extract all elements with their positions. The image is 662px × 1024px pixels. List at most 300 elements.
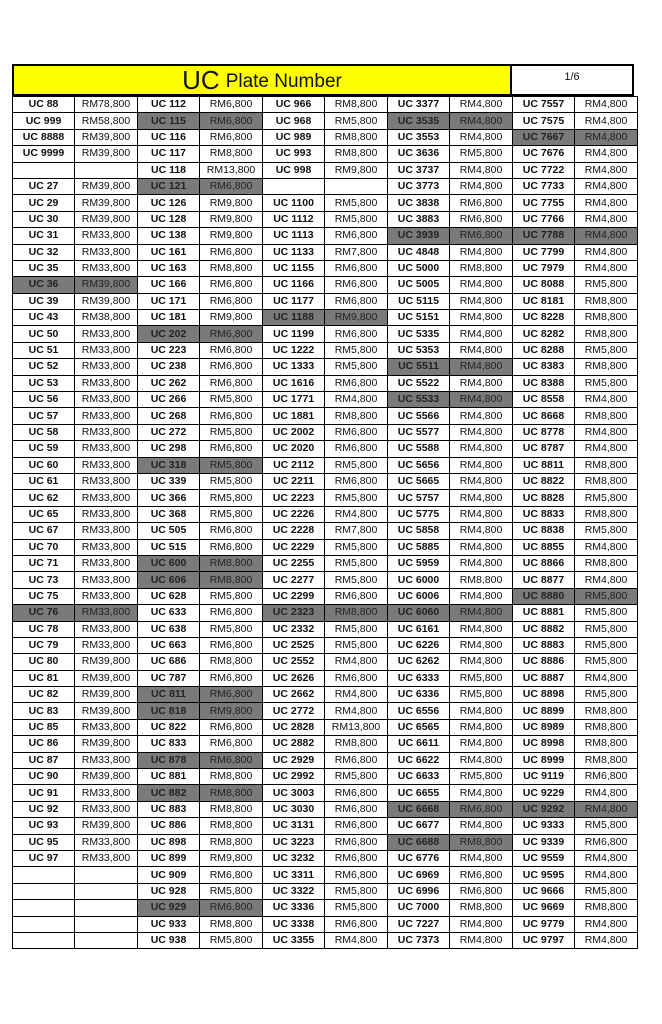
price-cell: RM33,800	[75, 539, 138, 555]
plate-number-cell: UC 6333	[388, 670, 450, 686]
table-row	[13, 375, 638, 391]
price-cell: RM8,800	[575, 408, 638, 424]
table-row	[13, 752, 638, 768]
plate-number-cell: UC 3737	[388, 162, 450, 178]
price-cell: RM4,800	[450, 719, 513, 735]
price-cell: RM13,800	[325, 719, 388, 735]
price-cell: RM5,800	[575, 818, 638, 834]
table-row	[13, 342, 638, 358]
price-cell: RM6,800	[325, 441, 388, 457]
plate-number-cell: UC 8888	[13, 129, 75, 145]
price-cell: RM4,800	[575, 244, 638, 260]
price-cell: RM5,800	[200, 490, 263, 506]
price-cell: RM33,800	[75, 342, 138, 358]
price-cell: RM9,800	[200, 310, 263, 326]
price-cell: RM33,800	[75, 375, 138, 391]
plate-number-cell: UC 5566	[388, 408, 450, 424]
plate-number-cell: UC 1177	[263, 293, 325, 309]
plate-number-cell: UC 2772	[263, 703, 325, 719]
price-cell: RM6,800	[325, 473, 388, 489]
plate-number-cell: UC 2992	[263, 769, 325, 785]
price-cell: RM39,800	[75, 129, 138, 145]
table-row	[13, 326, 638, 342]
plate-number-cell: UC 1112	[263, 211, 325, 227]
plate-number-cell: UC 886	[138, 818, 200, 834]
plate-number-cell: UC 27	[13, 178, 75, 194]
plate-number-cell: UC 2332	[263, 621, 325, 637]
table-row	[13, 637, 638, 653]
price-cell: RM5,800	[575, 342, 638, 358]
price-cell: RM38,800	[75, 310, 138, 326]
plate-number-cell: UC 2277	[263, 572, 325, 588]
plate-number-cell: UC 6776	[388, 850, 450, 866]
price-cell: RM5,800	[200, 392, 263, 408]
price-cell: RM8,800	[575, 326, 638, 342]
price-cell: RM5,800	[575, 588, 638, 604]
price-cell: RM8,800	[575, 359, 638, 375]
price-cell: RM6,800	[325, 326, 388, 342]
plate-number-cell: UC 121	[138, 178, 200, 194]
price-cell: RM33,800	[75, 834, 138, 850]
price-cell: RM9,800	[200, 195, 263, 211]
price-cell: RM6,800	[200, 113, 263, 129]
price-cell: RM6,800	[325, 424, 388, 440]
plate-number-cell: UC 2828	[263, 719, 325, 735]
plate-number-cell: UC 998	[263, 162, 325, 178]
table-row	[13, 769, 638, 785]
price-cell: RM6,800	[575, 769, 638, 785]
price-cell: RM6,800	[200, 375, 263, 391]
plate-number-cell: UC 2002	[263, 424, 325, 440]
plate-number-cell: UC 933	[138, 916, 200, 932]
plate-number-cell: UC 8828	[513, 490, 575, 506]
table-row	[13, 719, 638, 735]
price-cell: RM4,800	[325, 506, 388, 522]
price-cell: RM4,800	[575, 195, 638, 211]
plate-number-cell: UC 1881	[263, 408, 325, 424]
plate-number-cell: UC 9669	[513, 900, 575, 916]
price-cell: RM8,800	[200, 834, 263, 850]
price-cell: RM33,800	[75, 572, 138, 588]
plate-number-cell	[13, 900, 75, 916]
plate-number-cell: UC 2211	[263, 473, 325, 489]
plate-number-cell: UC 8811	[513, 457, 575, 473]
price-cell: RM4,800	[575, 424, 638, 440]
price-cell: RM5,800	[200, 424, 263, 440]
price-cell: RM4,800	[575, 392, 638, 408]
table-row	[13, 850, 638, 866]
price-cell: RM6,800	[325, 670, 388, 686]
plate-number-cell: UC 2228	[263, 523, 325, 539]
price-cell: RM6,800	[200, 670, 263, 686]
plate-number-cell: UC 2525	[263, 637, 325, 653]
plate-number-cell: UC 7575	[513, 113, 575, 129]
price-cell: RM4,800	[575, 129, 638, 145]
plate-number-cell: UC 6622	[388, 752, 450, 768]
plate-number-cell: UC 2299	[263, 588, 325, 604]
plate-number-cell: UC 6688	[388, 834, 450, 850]
price-cell: RM8,800	[575, 736, 638, 752]
price-cell	[325, 178, 388, 194]
plate-number-cell: UC 6262	[388, 654, 450, 670]
price-cell: RM8,800	[200, 654, 263, 670]
price-cell: RM39,800	[75, 146, 138, 162]
price-cell: RM4,800	[450, 342, 513, 358]
price-cell: RM33,800	[75, 359, 138, 375]
price-cell: RM4,800	[450, 97, 513, 113]
price-cell: RM8,800	[200, 818, 263, 834]
plate-number-cell: UC 882	[138, 785, 200, 801]
price-cell: RM6,800	[325, 818, 388, 834]
price-cell: RM5,800	[450, 769, 513, 785]
plate-number-cell: UC 91	[13, 785, 75, 801]
plate-number-cell: UC 7766	[513, 211, 575, 227]
plate-number-cell: UC 76	[13, 605, 75, 621]
price-cell: RM6,800	[325, 260, 388, 276]
price-cell: RM5,800	[325, 769, 388, 785]
plate-number-cell: UC 97	[13, 850, 75, 866]
price-cell: RM6,800	[200, 539, 263, 555]
plate-number-cell: UC 88	[13, 97, 75, 113]
plate-number-cell: UC 6556	[388, 703, 450, 719]
plate-number-cell: UC 6677	[388, 818, 450, 834]
price-cell: RM9,800	[200, 211, 263, 227]
plate-number-cell: UC 3322	[263, 883, 325, 899]
plate-number-cell: UC 5588	[388, 441, 450, 457]
plate-number-cell: UC 298	[138, 441, 200, 457]
plate-number-cell: UC 266	[138, 392, 200, 408]
price-cell: RM4,800	[575, 228, 638, 244]
plate-number-cell: UC 118	[138, 162, 200, 178]
plate-number-cell: UC 787	[138, 670, 200, 686]
plate-number-cell: UC 5959	[388, 555, 450, 571]
price-cell: RM6,800	[450, 195, 513, 211]
price-cell: RM6,800	[200, 244, 263, 260]
plate-number-cell: UC 7799	[513, 244, 575, 260]
price-cell: RM6,800	[200, 277, 263, 293]
plate-number-cell: UC 5151	[388, 310, 450, 326]
price-cell: RM5,800	[325, 621, 388, 637]
table-row	[13, 97, 638, 113]
price-cell: RM4,800	[450, 588, 513, 604]
price-cell: RM33,800	[75, 424, 138, 440]
price-cell: RM33,800	[75, 244, 138, 260]
price-cell: RM4,800	[450, 392, 513, 408]
plate-number-cell: UC 3553	[388, 129, 450, 145]
plate-number-cell: UC 9333	[513, 818, 575, 834]
plate-number-cell: UC 686	[138, 654, 200, 670]
price-cell: RM4,800	[325, 932, 388, 948]
price-cell: RM8,800	[325, 146, 388, 162]
table-row	[13, 605, 638, 621]
price-cell: RM8,800	[575, 310, 638, 326]
plate-number-cell: UC 993	[263, 146, 325, 162]
plate-number-cell: UC 8833	[513, 506, 575, 522]
page-indicator: 1/6	[564, 71, 580, 83]
plate-number-cell: UC 181	[138, 310, 200, 326]
price-cell: RM5,800	[325, 900, 388, 916]
price-cell: RM33,800	[75, 719, 138, 735]
plate-number-cell	[13, 883, 75, 899]
plate-number-cell: UC 9339	[513, 834, 575, 850]
price-cell: RM39,800	[75, 654, 138, 670]
plate-number-cell: UC 7000	[388, 900, 450, 916]
table-row	[13, 867, 638, 883]
table-row	[13, 195, 638, 211]
plate-number-cell: UC 79	[13, 637, 75, 653]
plate-number-cell: UC 5533	[388, 392, 450, 408]
table-row	[13, 392, 638, 408]
plate-price-table-body	[13, 97, 638, 949]
plate-number-cell: UC 8883	[513, 637, 575, 653]
plate-number-cell: UC 39	[13, 293, 75, 309]
plate-number-cell: UC 3939	[388, 228, 450, 244]
table-row	[13, 457, 638, 473]
price-cell: RM33,800	[75, 523, 138, 539]
plate-number-cell: UC 6000	[388, 572, 450, 588]
plate-number-cell: UC 818	[138, 703, 200, 719]
plate-number-cell: UC 909	[138, 867, 200, 883]
plate-number-cell: UC 80	[13, 654, 75, 670]
table-row	[13, 883, 638, 899]
plate-number-cell: UC 928	[138, 883, 200, 899]
plate-number-cell: UC 7722	[513, 162, 575, 178]
plate-number-cell: UC 67	[13, 523, 75, 539]
price-cell: RM39,800	[75, 178, 138, 194]
price-cell: RM5,800	[325, 113, 388, 129]
price-cell: RM33,800	[75, 473, 138, 489]
price-cell: RM4,800	[450, 310, 513, 326]
table-row	[13, 277, 638, 293]
plate-price-table	[12, 96, 638, 949]
plate-number-cell: UC 58	[13, 424, 75, 440]
price-cell: RM33,800	[75, 457, 138, 473]
table-row	[13, 670, 638, 686]
price-cell: RM6,800	[200, 342, 263, 358]
plate-number-cell: UC 8899	[513, 703, 575, 719]
plate-number-cell: UC 2323	[263, 605, 325, 621]
table-row	[13, 523, 638, 539]
price-cell: RM6,800	[200, 178, 263, 194]
price-cell: RM4,800	[450, 654, 513, 670]
plate-number-cell: UC 126	[138, 195, 200, 211]
price-cell: RM4,800	[575, 178, 638, 194]
table-row	[13, 654, 638, 670]
price-cell: RM6,800	[200, 293, 263, 309]
plate-number-cell: UC 35	[13, 260, 75, 276]
plate-number-cell: UC 5757	[388, 490, 450, 506]
price-cell: RM5,800	[325, 883, 388, 899]
plate-number-cell: UC 268	[138, 408, 200, 424]
plate-number-cell: UC 161	[138, 244, 200, 260]
price-cell: RM5,800	[450, 146, 513, 162]
table-row	[13, 490, 638, 506]
plate-number-cell: UC 6226	[388, 637, 450, 653]
plate-number-cell: UC 9292	[513, 801, 575, 817]
price-cell: RM8,800	[575, 703, 638, 719]
plate-number-cell: UC 31	[13, 228, 75, 244]
price-cell	[75, 883, 138, 899]
plate-number-cell: UC 36	[13, 277, 75, 293]
price-cell: RM6,800	[450, 228, 513, 244]
table-row	[13, 228, 638, 244]
price-cell: RM33,800	[75, 441, 138, 457]
plate-number-cell: UC 8999	[513, 752, 575, 768]
price-cell: RM8,800	[450, 900, 513, 916]
plate-number-cell: UC 53	[13, 375, 75, 391]
price-cell: RM5,800	[200, 588, 263, 604]
plate-number-cell: UC 5000	[388, 260, 450, 276]
plate-number-cell: UC 7373	[388, 932, 450, 948]
price-cell: RM4,800	[575, 441, 638, 457]
plate-number-cell: UC 9666	[513, 883, 575, 899]
price-cell: RM4,800	[450, 490, 513, 506]
price-cell: RM4,800	[450, 850, 513, 866]
price-cell: RM4,800	[450, 178, 513, 194]
table-row	[13, 900, 638, 916]
plate-number-cell: UC 6969	[388, 867, 450, 883]
plate-number-cell: UC 7979	[513, 260, 575, 276]
price-cell: RM33,800	[75, 506, 138, 522]
price-cell: RM8,800	[450, 572, 513, 588]
plate-number-cell: UC 1333	[263, 359, 325, 375]
price-cell: RM5,800	[575, 523, 638, 539]
plate-number-cell: UC 92	[13, 801, 75, 817]
price-cell: RM5,800	[450, 687, 513, 703]
plate-number-cell: UC 8778	[513, 424, 575, 440]
plate-number-cell: UC 50	[13, 326, 75, 342]
price-cell: RM5,800	[325, 457, 388, 473]
price-cell: RM33,800	[75, 555, 138, 571]
plate-number-cell: UC 5775	[388, 506, 450, 522]
price-cell: RM8,800	[200, 769, 263, 785]
plate-number-cell: UC 117	[138, 146, 200, 162]
price-cell: RM33,800	[75, 621, 138, 637]
price-cell: RM39,800	[75, 769, 138, 785]
plate-number-cell: UC 6060	[388, 605, 450, 621]
price-cell: RM13,800	[200, 162, 263, 178]
price-cell: RM5,800	[200, 457, 263, 473]
table-row	[13, 129, 638, 145]
plate-number-cell: UC 833	[138, 736, 200, 752]
price-cell: RM6,800	[200, 97, 263, 113]
plate-number-cell: UC 1771	[263, 392, 325, 408]
plate-number-cell: UC 93	[13, 818, 75, 834]
price-cell: RM4,800	[450, 359, 513, 375]
plate-number-cell: UC 5577	[388, 424, 450, 440]
plate-number-cell: UC 628	[138, 588, 200, 604]
price-cell: RM6,800	[325, 375, 388, 391]
price-cell: RM4,800	[450, 703, 513, 719]
price-cell: RM39,800	[75, 293, 138, 309]
plate-number-cell: UC 90	[13, 769, 75, 785]
plate-number-cell: UC 2882	[263, 736, 325, 752]
plate-number-cell: UC 57	[13, 408, 75, 424]
table-row	[13, 162, 638, 178]
price-cell: RM39,800	[75, 211, 138, 227]
price-cell: RM4,800	[450, 637, 513, 653]
plate-number-cell: UC 999	[13, 113, 75, 129]
price-cell: RM8,800	[200, 260, 263, 276]
plate-number-cell: UC 202	[138, 326, 200, 342]
plate-number-cell: UC 5511	[388, 359, 450, 375]
plate-number-cell: UC 600	[138, 555, 200, 571]
price-cell: RM4,800	[450, 244, 513, 260]
plate-number-cell: UC 2112	[263, 457, 325, 473]
price-cell: RM4,800	[450, 916, 513, 932]
plate-number-cell: UC 3232	[263, 850, 325, 866]
price-cell: RM6,800	[325, 834, 388, 850]
plate-number-cell: UC 822	[138, 719, 200, 735]
plate-number-cell: UC 5885	[388, 539, 450, 555]
plate-number-cell: UC 7557	[513, 97, 575, 113]
plate-number-cell: UC 318	[138, 457, 200, 473]
plate-number-cell: UC 9229	[513, 785, 575, 801]
plate-number-cell: UC 3003	[263, 785, 325, 801]
price-cell: RM7,800	[325, 244, 388, 260]
price-cell: RM8,800	[325, 605, 388, 621]
table-row	[13, 359, 638, 375]
plate-number-cell: UC 2020	[263, 441, 325, 457]
title-main: UC	[182, 65, 220, 95]
table-row	[13, 818, 638, 834]
plate-number-cell: UC 606	[138, 572, 200, 588]
plate-number-cell: UC 30	[13, 211, 75, 227]
plate-number-cell: UC 5665	[388, 473, 450, 489]
plate-number-cell: UC 262	[138, 375, 200, 391]
plate-number-cell	[13, 916, 75, 932]
price-cell: RM39,800	[75, 736, 138, 752]
price-cell: RM5,800	[325, 490, 388, 506]
price-cell: RM4,800	[325, 687, 388, 703]
price-cell: RM4,800	[325, 703, 388, 719]
price-cell: RM5,800	[200, 621, 263, 637]
plate-number-cell: UC 238	[138, 359, 200, 375]
plate-number-cell: UC 633	[138, 605, 200, 621]
plate-number-cell: UC 6633	[388, 769, 450, 785]
plate-number-cell: UC 7788	[513, 228, 575, 244]
price-cell: RM4,800	[450, 277, 513, 293]
plate-number-cell: UC 1166	[263, 277, 325, 293]
plate-number-cell: UC 9119	[513, 769, 575, 785]
plate-number-cell: UC 112	[138, 97, 200, 113]
plate-number-cell: UC 1616	[263, 375, 325, 391]
plate-number-cell: UC 811	[138, 687, 200, 703]
plate-number-cell: UC 7733	[513, 178, 575, 194]
price-cell: RM4,800	[325, 654, 388, 670]
plate-number-cell: UC 8558	[513, 392, 575, 408]
plate-number-cell: UC 2626	[263, 670, 325, 686]
price-cell: RM5,800	[200, 506, 263, 522]
table-row	[13, 834, 638, 850]
plate-number-cell: UC 5353	[388, 342, 450, 358]
plate-number-cell: UC 65	[13, 506, 75, 522]
plate-number-cell: UC 3355	[263, 932, 325, 948]
plate-number-cell: UC 5522	[388, 375, 450, 391]
table-row	[13, 424, 638, 440]
price-cell: RM8,800	[575, 457, 638, 473]
plate-number-cell: UC 8282	[513, 326, 575, 342]
price-cell: RM33,800	[75, 228, 138, 244]
price-cell: RM4,800	[450, 408, 513, 424]
plate-number-cell: UC 9559	[513, 850, 575, 866]
plate-number-cell: UC 6996	[388, 883, 450, 899]
plate-number-cell: UC 8998	[513, 736, 575, 752]
plate-number-cell: UC 638	[138, 621, 200, 637]
price-cell: RM4,800	[575, 162, 638, 178]
price-cell: RM6,800	[200, 441, 263, 457]
plate-number-cell: UC 6611	[388, 736, 450, 752]
